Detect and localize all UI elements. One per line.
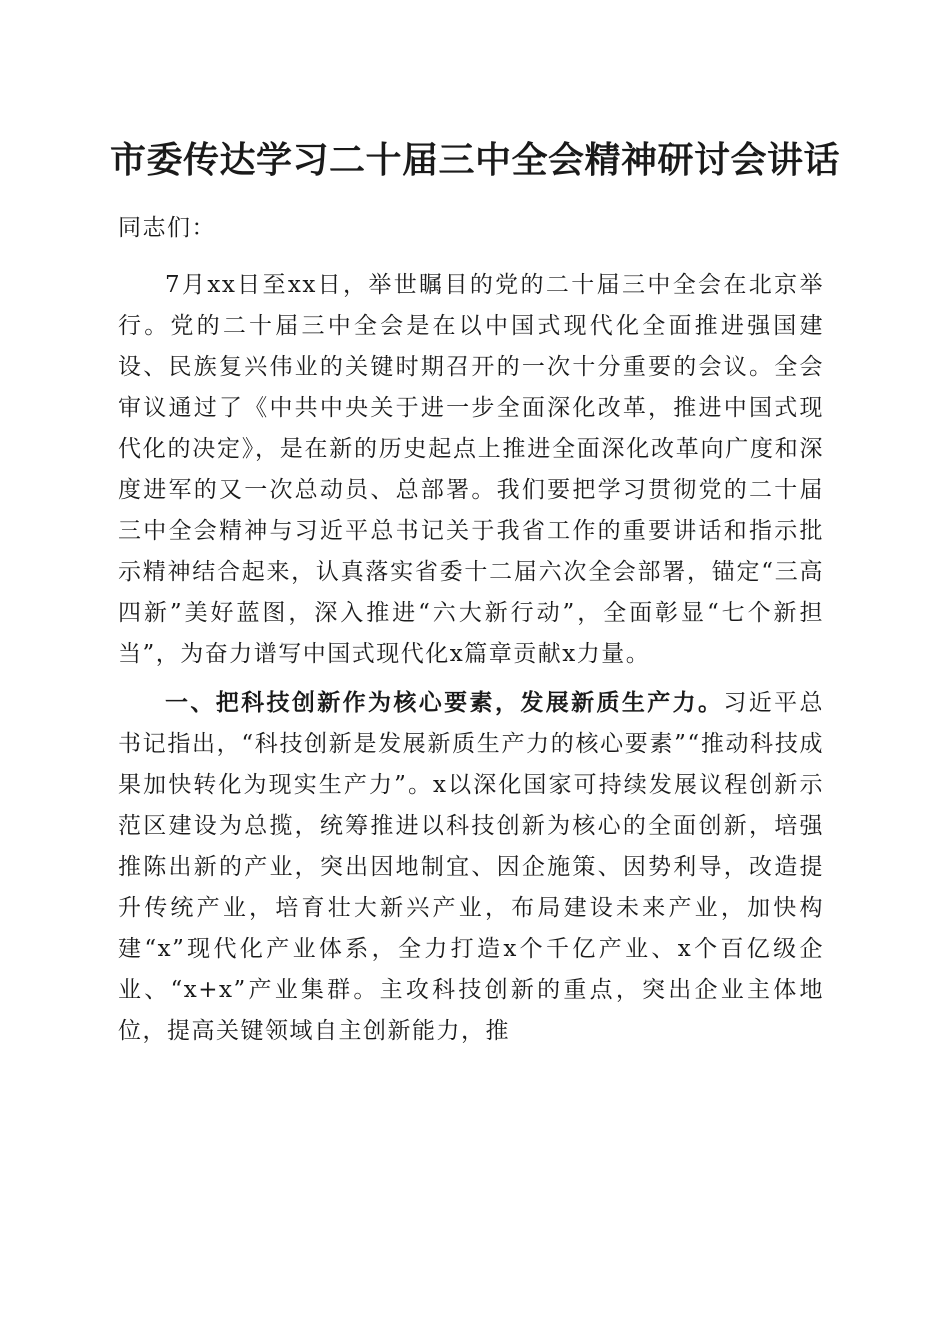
section-1-heading: 一、把科技创新作为核心要素，发展新质生产力。 (165, 690, 724, 716)
paragraph-intro (118, 265, 824, 675)
paragraph-section-1 (118, 683, 824, 1052)
greeting: 同志们： (118, 215, 216, 241)
paragraph-intro-text: 7月xx日至xx日，举世瞩目的党的二十届三中全会在北京举行。党的二十届三中全会是在以中国式现代化全面推进强国建设、民族复兴伟业的关键时期召开的一次十分重要的会议。全会审议通过了《中共中央关于进一步全面深化改革，推进中国式现代化的决定》，是在新的历史起点上推进全面深化改革向广度和深度进军的又一次总动员、总部署。我们要把学习贯彻党的二十届三中全会精神与习近平总书记关于我省工作的重要讲话和指示批示精神结合起来，认真落实省委十二届六次全会部署，锚定“三高四新”美好蓝图，深入推进“六大新行动”，全面彰显“七个新担当”，为奋力谱写中国式现代化x篇章贡献x力量。 (118, 272, 824, 667)
document-body (118, 208, 824, 1052)
section-1-text: 习近平总书记指出，“科技创新是发展新质生产力的核心要素”“推动科技成果加快转化为现实生产力”。x以深化国家可持续发展议程创新示范区建设为总揽，统筹推进以科技创新为核心的全面创新，培强推陈出新的产业，突出因地制宜、因企施策、因势利导，改造提升传统产业，培育壮大新兴产业，布局建设未来产业，加快构建“x”现代化产业体系，全力打造x个千亿产业、x个百亿级企业、“x+x”产业集群。主攻科技创新的重点，突出企业主体地位，提高关键领域自主创新能力，推 (118, 690, 825, 1044)
document-title: 市委传达学习二十届三中全会精神研讨会讲话 (109, 139, 840, 181)
